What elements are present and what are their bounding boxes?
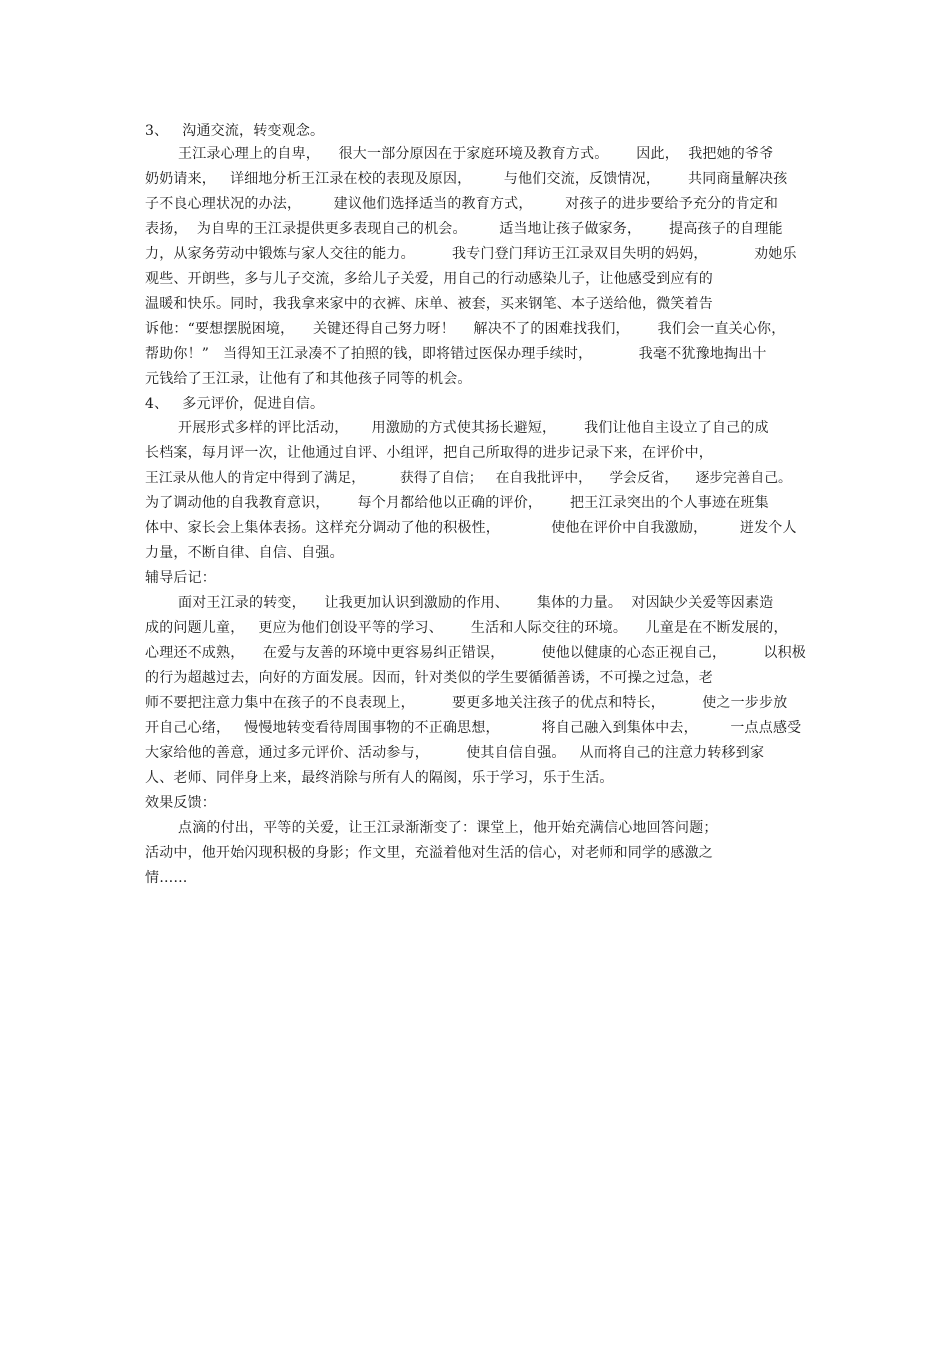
paragraph-line: 师不要把注意力集中在孩子的不良表现上， 要更多地关注孩子的优点和特长， 使之一步步放 (145, 695, 788, 711)
paragraph-line: 诉他：“要想摆脱困境， 关键还得自己努力呀！ 解决不了的困难找我们， 我们会一直关心你， (145, 321, 786, 337)
section-4-heading: 4、 多元评价，促进自信。 (145, 396, 325, 412)
section-3-heading: 3、 沟通交流，转变观念。 (145, 123, 325, 139)
feedback-heading: 效果反馈： (145, 795, 216, 811)
paragraph-line: 活动中，他开始闪现积极的身影；作文里，充溢着他对生活的信心，对老师和同学的感激之 (145, 845, 713, 861)
paragraph-line: 表扬， 为自卑的王江录提供更多表现自己的机会。 适当地让孩子做家务， 提高孩子的自理能 (145, 221, 783, 237)
paragraph-line: 为了调动他的自我教育意识， 每个月都给他以正确的评价， 把王江录突出的个人事迹在班集 (145, 495, 769, 511)
paragraph-line: 长档案，每月评一次，让他通过自评、小组评，把自己所取得的进步记录下来，在评价中， (145, 445, 713, 461)
paragraph-line: 开自己心绪， 慢慢地转变看待周围事物的不正确思想， 将自己融入到集体中去， 一点点感受 (145, 720, 802, 736)
paragraph-line: 子不良心理状况的办法， 建议他们选择适当的教育方式， 对孩子的进步要给予充分的肯定和 (145, 196, 779, 212)
paragraph-line: 开展形式多样的评比活动， 用激励的方式使其扬长避短， 我们让他自主设立了自己的成 (178, 420, 769, 436)
paragraph-line: 面对王江录的转变， 让我更加认识到激励的作用、 集体的力量。 对因缺少关爱等因素造 (178, 595, 774, 611)
paragraph-line: 大家给他的善意，通过多元评价、活动参与， 使其自信自强。 从而将自己的注意力转移到家 (145, 745, 765, 761)
paragraph-line: 元钱给了王江录，让他有了和其他孩子同等的机会。 (145, 371, 472, 387)
afterword-heading: 辅导后记： (145, 570, 216, 586)
paragraph-line: 情…… (145, 870, 188, 886)
paragraph-line: 成的问题儿童， 更应为他们创设平等的学习、 生活和人际交往的环境。 儿童是在不断发展的， (145, 620, 788, 636)
paragraph-line: 力，从家务劳动中锻炼与家人交往的能力。 我专门登门拜访王江录双目失明的妈妈， 劝她乐 (145, 246, 797, 262)
paragraph-line: 奶奶请来， 详细地分析王江录在校的表现及原因， 与他们交流，反馈情况， 共同商量解决孩 (145, 171, 788, 187)
paragraph-line: 观些、开朗些，多与儿子交流，多给儿子关爱，用自己的行动感染儿子，让他感受到应有的 (145, 271, 713, 287)
paragraph-line: 点滴的付出，平等的关爱，让王江录渐渐变了：课堂上，他开始充满信心地回答问题； (178, 820, 718, 836)
paragraph-line: 力量，不断自律、自信、自强。 (145, 545, 344, 561)
paragraph-line: 温暖和快乐。同时，我我拿来家中的衣裤、床单、被套，买来钢笔、本子送给他，微笑着告 (145, 296, 713, 312)
paragraph-line: 心理还不成熟， 在爱与友善的环境中更容易纠正错误， 使他以健康的心态正视自己， 以积极 (145, 645, 807, 661)
paragraph-line: 帮助你！” 当得知王江录凑不了拍照的钱，即将错过医保办理手续时， 我毫不犹豫地掏出十 (145, 346, 767, 362)
paragraph-line: 人、老师、同伴身上来，最终消除与所有人的隔阂，乐于学习，乐于生活。 (145, 770, 614, 786)
paragraph-line: 王江录心理上的自卑， 很大一部分原因在于家庭环境及教育方式。 因此， 我把她的爷爷 (178, 146, 774, 162)
paragraph-line: 体中、家长会上集体表扬。这样充分调动了他的积极性， 使他在评价中自我激励， 迸发个人 (145, 520, 797, 536)
paragraph-line: 王江录从他人的肯定中得到了满足， 获得了自信； 在自我批评中， 学会反省， 逐步完善自己。 (145, 470, 792, 486)
paragraph-line: 的行为超越过去，向好的方面发展。因而，针对类似的学生要循循善诱，不可操之过急，老 (145, 670, 713, 686)
